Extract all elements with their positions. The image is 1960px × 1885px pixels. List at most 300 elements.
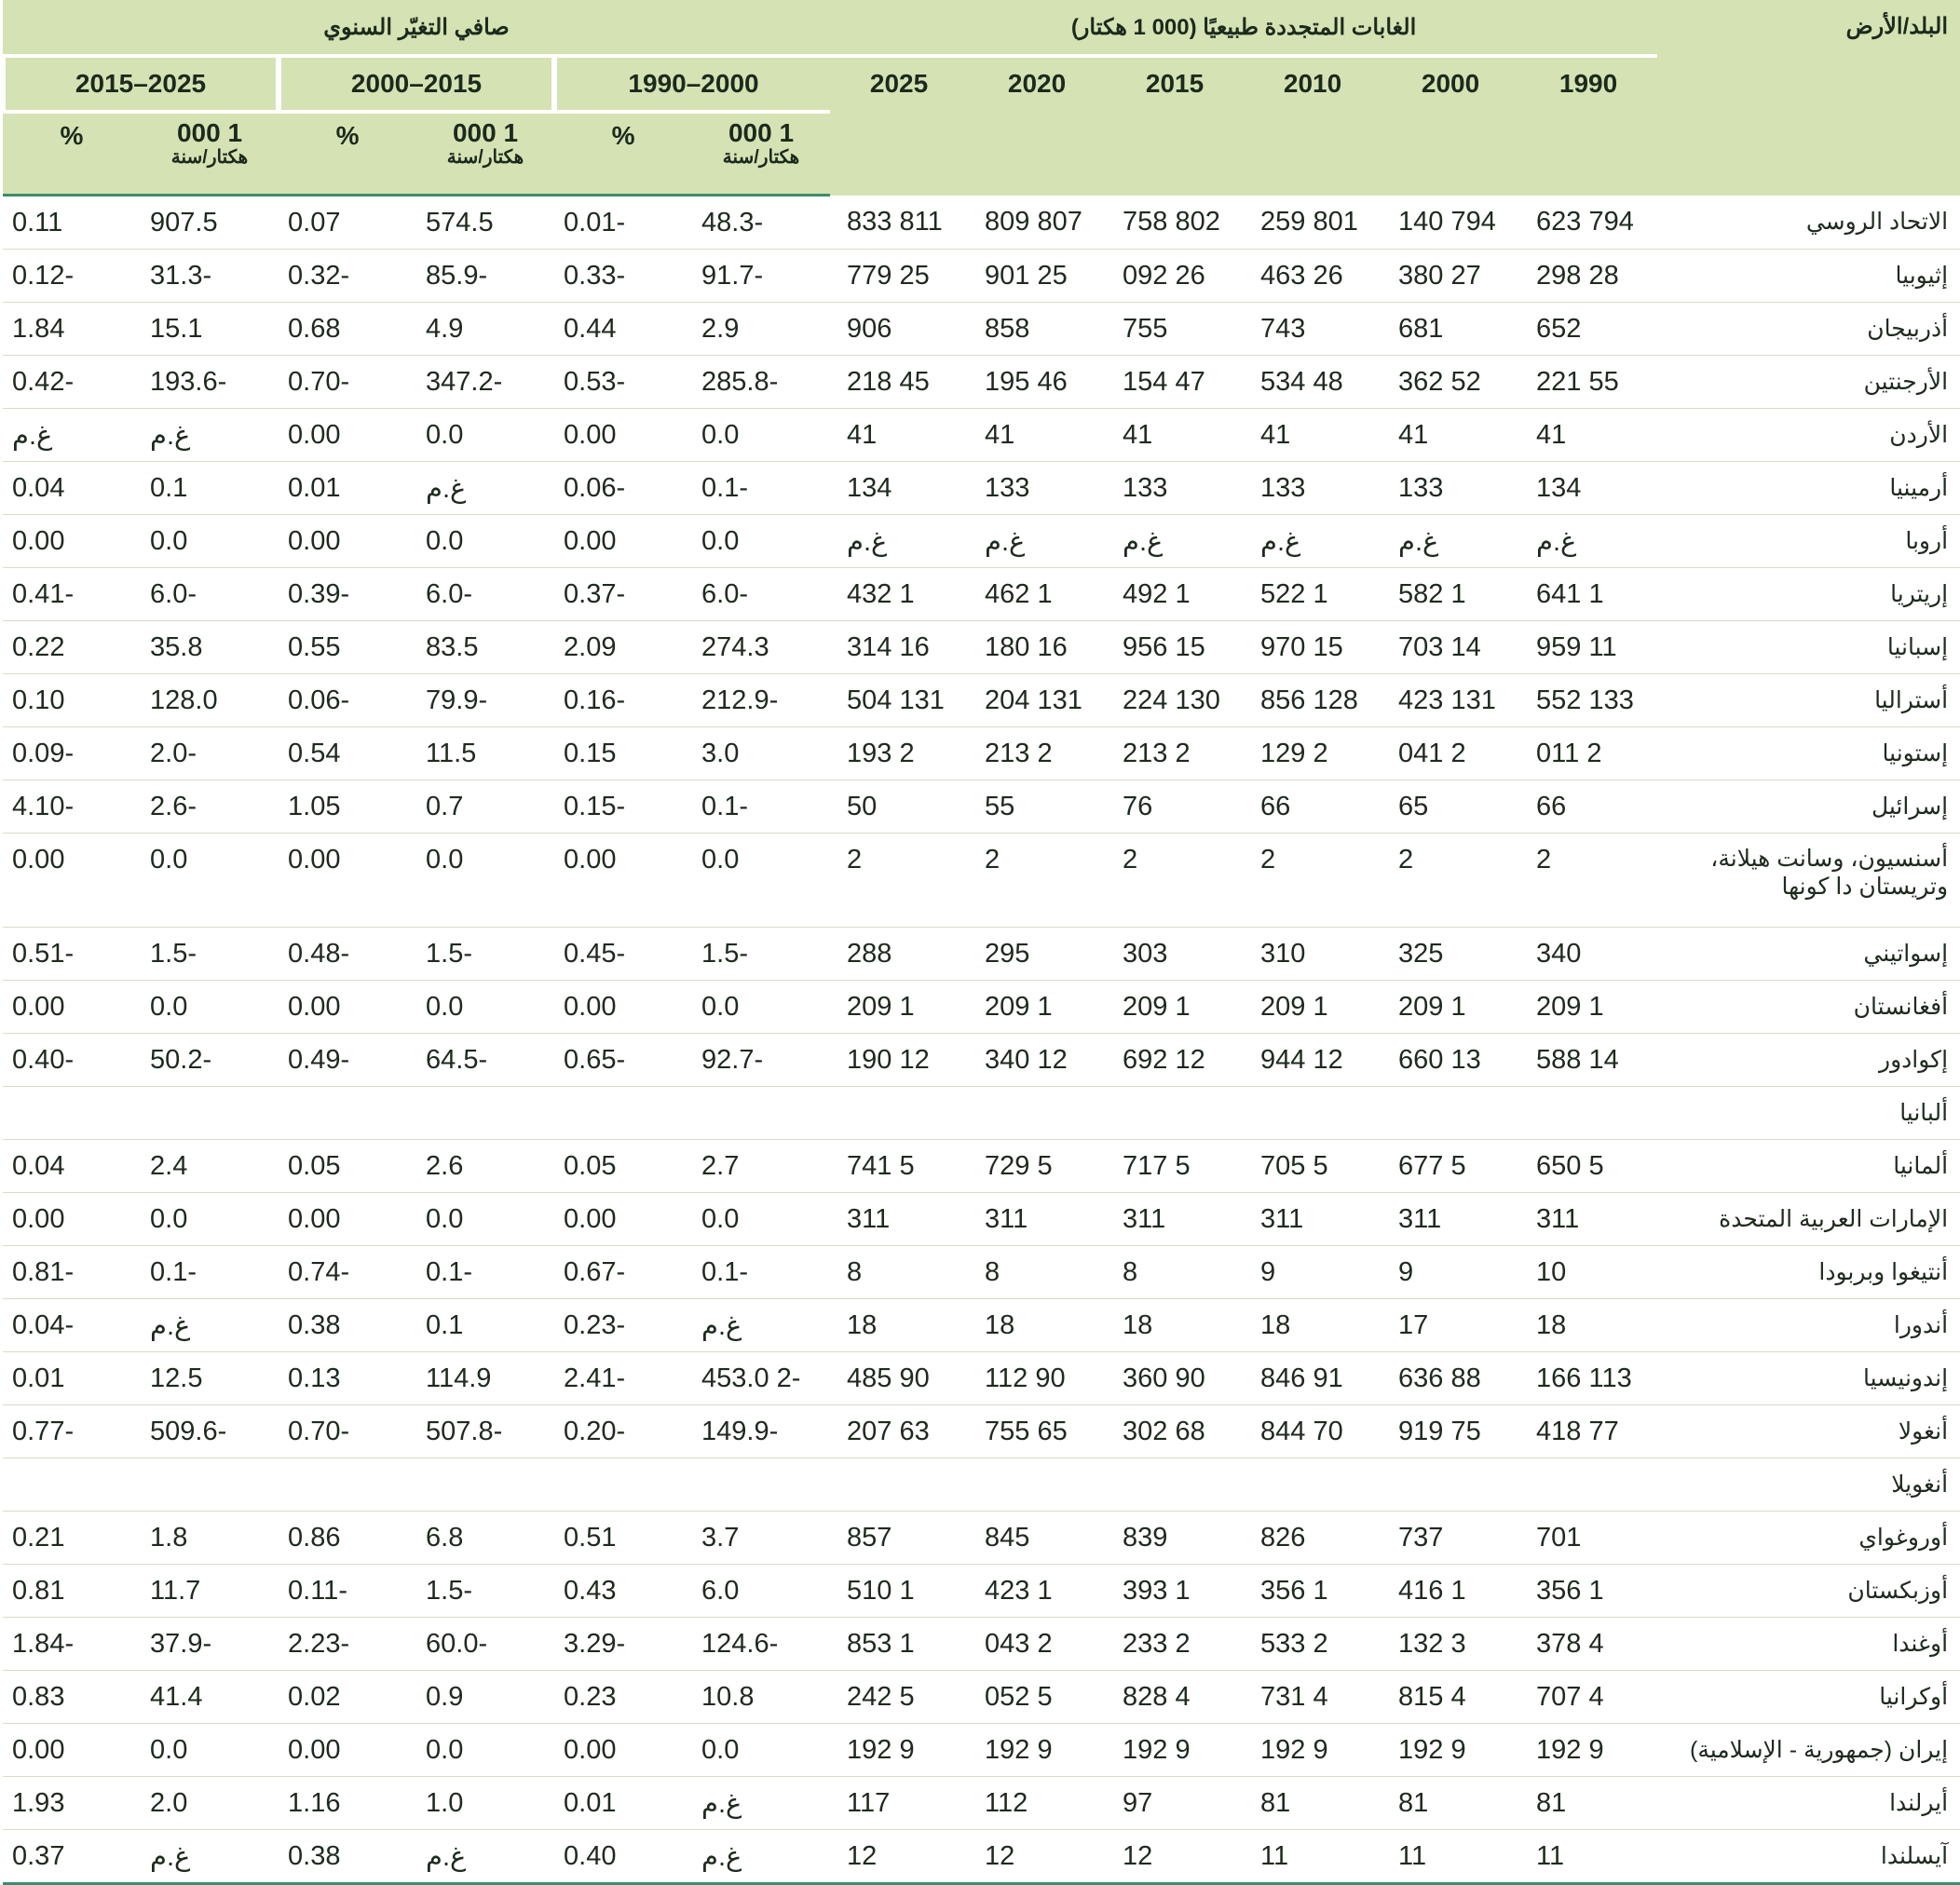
change-2000-2015-value-cell: 574.5 bbox=[416, 196, 554, 250]
change-2015-2025-value-cell: غ.م bbox=[141, 409, 279, 462]
change-1990-2000-percent-cell: 2.09 bbox=[554, 621, 692, 674]
table-row bbox=[3, 834, 1960, 928]
forest-area-cell-1990 bbox=[1519, 1458, 1657, 1512]
forest-area-cell-2010: 1 209 bbox=[1244, 981, 1382, 1034]
change-2015-2025-value-cell: 12.5 bbox=[141, 1352, 279, 1405]
table-row bbox=[3, 780, 1960, 834]
change-1990-2000-percent-cell: -0.15 bbox=[554, 780, 692, 834]
forest-area-group-header bbox=[830, 0, 1657, 56]
forest-area-cell-2020: 1 462 bbox=[968, 568, 1106, 621]
change-1990-2000-percent-cell: -2.41 bbox=[554, 1352, 692, 1405]
unit-header-top: 1 000 bbox=[176, 118, 243, 147]
change-2000-2015-percent-cell: 0.00 bbox=[279, 981, 416, 1034]
change-2000-2015-percent-cell: 0.54 bbox=[279, 727, 416, 780]
country-name-cell: أيرلندا bbox=[1657, 1777, 1960, 1830]
change-1990-2000-value-cell: غ.م bbox=[692, 1777, 830, 1830]
forest-area-cell-2015: 303 bbox=[1106, 928, 1244, 981]
change-1990-2000-percent-cell: 0.00 bbox=[554, 1193, 692, 1246]
change-2015-2025-value-cell: -31.3 bbox=[141, 250, 279, 303]
change-2000-2015-value-cell: 114.9 bbox=[416, 1352, 554, 1405]
forest-area-cell-2020: 845 bbox=[968, 1512, 1106, 1565]
change-2015-2025-percent-cell: 0.10 bbox=[3, 674, 141, 727]
forest-area-cell-2025: 134 bbox=[830, 462, 968, 515]
change-2000-2015-percent-cell: -0.32 bbox=[279, 250, 416, 303]
forest-area-cell-2025: 311 bbox=[830, 1193, 968, 1246]
table-row bbox=[3, 303, 1960, 356]
forest-area-cell-2020: 16 180 bbox=[968, 621, 1106, 674]
change-2000-2015-value-cell: 0.0 bbox=[416, 1193, 554, 1246]
change-2000-2015-value-cell: -1.5 bbox=[416, 928, 554, 981]
change-1990-2000-percent-cell: 0.51 bbox=[554, 1512, 692, 1565]
change-1990-2000-percent-cell: 0.00 bbox=[554, 981, 692, 1034]
change-2015-2025-percent-cell: -0.81 bbox=[3, 1246, 141, 1299]
change-2015-2025-value-cell: 2.0 bbox=[141, 1777, 279, 1830]
unit-header-bottom: هكتار/سنة bbox=[446, 147, 524, 168]
change-1990-2000-percent-cell: -3.29 bbox=[554, 1618, 692, 1671]
country-name-cell: أنتيغوا وبربودا bbox=[1657, 1246, 1960, 1299]
annual-change-group-title: صافي التغيّر السنوي bbox=[323, 14, 510, 40]
table-row bbox=[3, 1299, 1960, 1352]
change-1990-2000-value-cell: -48.3 bbox=[692, 196, 830, 250]
forest-area-cell-2010: 9 bbox=[1244, 1246, 1382, 1299]
forest-area-cell-2020: 5 729 bbox=[968, 1140, 1106, 1193]
change-1990-2000-percent-cell: 0.15 bbox=[554, 727, 692, 780]
country-name-cell: الإمارات العربية المتحدة bbox=[1657, 1193, 1960, 1246]
change-2015-2025-percent-cell: -4.10 bbox=[3, 780, 141, 834]
change-2015-2025-percent-cell bbox=[3, 1087, 141, 1140]
table-row bbox=[3, 196, 1960, 250]
change-1990-2000-value-cell: 10.8 bbox=[692, 1671, 830, 1724]
change-2015-2025-percent-cell: 0.00 bbox=[3, 515, 141, 568]
percent-header-2000-2015 bbox=[279, 112, 416, 196]
table-row bbox=[3, 1565, 1960, 1618]
forest-area-cell-1990: 2 bbox=[1519, 834, 1657, 928]
country-name-cell: إندونيسيا bbox=[1657, 1352, 1960, 1405]
period-header-2000-2015: 2015–2000 bbox=[279, 56, 554, 112]
table-row bbox=[3, 515, 1960, 568]
change-2000-2015-percent-cell: -0.48 bbox=[279, 928, 416, 981]
change-2015-2025-value-cell bbox=[141, 1087, 279, 1140]
change-2015-2025-value-cell bbox=[141, 1458, 279, 1512]
forest-area-cell-2025: 2 bbox=[830, 834, 968, 928]
forest-area-cell-2020: 807 809 bbox=[968, 196, 1106, 250]
unit-header-bottom: هكتار/سنة bbox=[170, 147, 249, 168]
percent-header-2015-2025 bbox=[3, 112, 141, 196]
change-2000-2015-value-cell: 0.0 bbox=[416, 1724, 554, 1777]
forest-area-cell-2000: 1 416 bbox=[1382, 1565, 1519, 1618]
forest-area-cell-1990: 5 650 bbox=[1519, 1140, 1657, 1193]
country-name-cell: ألبانيا bbox=[1657, 1087, 1960, 1140]
change-2000-2015-value-cell: -64.5 bbox=[416, 1034, 554, 1087]
change-1990-2000-percent-cell bbox=[554, 1458, 692, 1512]
change-2015-2025-value-cell: -1.5 bbox=[141, 928, 279, 981]
change-1990-2000-value-cell: 0.0 bbox=[692, 1193, 830, 1246]
table-row bbox=[3, 621, 1960, 674]
table-row bbox=[3, 1618, 1960, 1671]
change-2015-2025-percent-cell bbox=[3, 1458, 141, 1512]
change-2015-2025-percent-cell: -0.09 bbox=[3, 727, 141, 780]
change-2015-2025-value-cell: 0.0 bbox=[141, 1724, 279, 1777]
change-1990-2000-value-cell: -149.9 bbox=[692, 1405, 830, 1458]
forest-area-cell-2010: 826 bbox=[1244, 1512, 1382, 1565]
forest-area-cell-1990: 134 bbox=[1519, 462, 1657, 515]
change-2000-2015-percent-cell: -0.70 bbox=[279, 356, 416, 409]
forest-area-cell-2020: 9 192 bbox=[968, 1724, 1106, 1777]
forest-area-cell-1990: 10 bbox=[1519, 1246, 1657, 1299]
change-2000-2015-percent-cell: -0.74 bbox=[279, 1246, 416, 1299]
forest-area-cell-2015: 15 956 bbox=[1106, 621, 1244, 674]
change-1990-2000-value-cell: 0.0 bbox=[692, 515, 830, 568]
change-2000-2015-percent-cell: 1.16 bbox=[279, 1777, 416, 1830]
change-1990-2000-percent-cell: -0.65 bbox=[554, 1034, 692, 1087]
change-1990-2000-value-cell: -124.6 bbox=[692, 1618, 830, 1671]
table-row bbox=[3, 1246, 1960, 1299]
change-2000-2015-percent-cell bbox=[279, 1087, 416, 1140]
change-2000-2015-value-cell bbox=[416, 1458, 554, 1512]
forest-area-cell-2025: 50 bbox=[830, 780, 968, 834]
change-2000-2015-value-cell: 83.5 bbox=[416, 621, 554, 674]
forest-area-cell-2010: 5 705 bbox=[1244, 1140, 1382, 1193]
forest-area-cell-1990: 28 298 bbox=[1519, 250, 1657, 303]
change-2015-2025-percent-cell: 0.83 bbox=[3, 1671, 141, 1724]
change-2015-2025-percent-cell: 0.22 bbox=[3, 621, 141, 674]
forest-area-cell-2010: 15 970 bbox=[1244, 621, 1382, 674]
change-1990-2000-percent-cell: 0.01 bbox=[554, 1777, 692, 1830]
forest-area-cell-2000: 2 041 bbox=[1382, 727, 1519, 780]
table-row bbox=[3, 981, 1960, 1034]
forest-area-cell-2010: 91 846 bbox=[1244, 1352, 1382, 1405]
forest-area-cell-2010: 2 129 bbox=[1244, 727, 1382, 780]
forest-area-cell-2010 bbox=[1244, 1087, 1382, 1140]
change-2015-2025-percent-cell: 1.84 bbox=[3, 303, 141, 356]
forest-area-cell-2000: 3 132 bbox=[1382, 1618, 1519, 1671]
forest-area-cell-2020: 18 bbox=[968, 1299, 1106, 1352]
forest-area-cell-2025: 41 bbox=[830, 409, 968, 462]
forest-area-cell-2015: 9 192 bbox=[1106, 1724, 1244, 1777]
change-2015-2025-percent-cell: 0.37 bbox=[3, 1830, 141, 1884]
forest-area-cell-2000: 133 bbox=[1382, 462, 1519, 515]
forest-area-cell-2025: 5 741 bbox=[830, 1140, 968, 1193]
change-2015-2025-value-cell: -193.6 bbox=[141, 356, 279, 409]
table-row bbox=[3, 1087, 1960, 1140]
change-2000-2015-value-cell: 11.5 bbox=[416, 727, 554, 780]
change-1990-2000-value-cell: غ.م bbox=[692, 1299, 830, 1352]
forest-area-cell-2020 bbox=[968, 1458, 1106, 1512]
change-2015-2025-value-cell: 15.1 bbox=[141, 303, 279, 356]
table-row bbox=[3, 250, 1960, 303]
forest-area-cell-2020: 41 bbox=[968, 409, 1106, 462]
forest-area-cell-2010: 801 259 bbox=[1244, 196, 1382, 250]
forest-area-cell-2015: 47 154 bbox=[1106, 356, 1244, 409]
table-row bbox=[3, 928, 1960, 981]
change-2015-2025-percent-cell: -0.42 bbox=[3, 356, 141, 409]
forest-area-cell-1990: 2 011 bbox=[1519, 727, 1657, 780]
change-2015-2025-value-cell: -2.6 bbox=[141, 780, 279, 834]
country-name-cell: إكوادور bbox=[1657, 1034, 1960, 1087]
forest-area-cell-2010: غ.م bbox=[1244, 515, 1382, 568]
change-2015-2025-percent-cell: -0.41 bbox=[3, 568, 141, 621]
year-header-2000: 2000 bbox=[1382, 56, 1519, 196]
country-name-cell: إستونيا bbox=[1657, 727, 1960, 780]
forest-area-cell-2025: غ.م bbox=[830, 515, 968, 568]
change-2015-2025-percent-cell: -0.12 bbox=[3, 250, 141, 303]
forest-area-cell-2000: 325 bbox=[1382, 928, 1519, 981]
percent-label: % bbox=[611, 121, 635, 150]
forest-area-cell-2025: 131 504 bbox=[830, 674, 968, 727]
forest-area-cell-2010: 11 bbox=[1244, 1830, 1382, 1884]
change-1990-2000-value-cell: -2 453.0 bbox=[692, 1352, 830, 1405]
forest-area-cell-2025: 117 bbox=[830, 1777, 968, 1830]
forest-area-cell-2020: غ.م bbox=[968, 515, 1106, 568]
change-2000-2015-value-cell: 0.9 bbox=[416, 1671, 554, 1724]
table-row bbox=[3, 674, 1960, 727]
country-name-cell: إيران (جمهورية - الإسلامية) bbox=[1657, 1724, 1960, 1777]
forest-area-cell-2025: 288 bbox=[830, 928, 968, 981]
change-2000-2015-percent-cell: -0.39 bbox=[279, 568, 416, 621]
forest-area-cell-1990: 41 bbox=[1519, 409, 1657, 462]
forest-area-cell-2015: 97 bbox=[1106, 1777, 1244, 1830]
forest-area-cell-2015: 8 bbox=[1106, 1246, 1244, 1299]
unit-header-2000-2015 bbox=[416, 112, 554, 196]
change-2015-2025-percent-cell: 0.00 bbox=[3, 1193, 141, 1246]
table-row bbox=[3, 1193, 1960, 1246]
forest-area-cell-2010: 41 bbox=[1244, 409, 1382, 462]
forest-area-cell-2015: 755 bbox=[1106, 303, 1244, 356]
forest-area-cell-2015: 26 092 bbox=[1106, 250, 1244, 303]
change-1990-2000-percent-cell: -0.67 bbox=[554, 1246, 692, 1299]
forest-area-cell-2025: 18 bbox=[830, 1299, 968, 1352]
unit-header-top: 1 000 bbox=[452, 118, 519, 147]
forest-area-cell-1990: 4 707 bbox=[1519, 1671, 1657, 1724]
forest-area-cell-2020: 131 204 bbox=[968, 674, 1106, 727]
change-2015-2025-value-cell: 128.0 bbox=[141, 674, 279, 727]
forest-area-cell-2020: 2 043 bbox=[968, 1618, 1106, 1671]
forest-area-cell-1990: 701 bbox=[1519, 1512, 1657, 1565]
change-2015-2025-value-cell: 1.8 bbox=[141, 1512, 279, 1565]
forest-area-cell-2000: غ.م bbox=[1382, 515, 1519, 568]
forest-area-cell-2015: 18 bbox=[1106, 1299, 1244, 1352]
country-name-cell: الاتحاد الروسي bbox=[1657, 196, 1960, 250]
forest-area-cell-1990: 1 356 bbox=[1519, 1565, 1657, 1618]
change-2015-2025-percent-cell: 0.04 bbox=[3, 1140, 141, 1193]
table-row bbox=[3, 1352, 1960, 1405]
forest-area-cell-2010: 1 356 bbox=[1244, 1565, 1382, 1618]
change-2000-2015-percent-cell: 0.00 bbox=[279, 1193, 416, 1246]
country-name-cell: أنغولا bbox=[1657, 1405, 1960, 1458]
forest-area-cell-2025: 857 bbox=[830, 1512, 968, 1565]
change-2015-2025-percent-cell: 1.93 bbox=[3, 1777, 141, 1830]
change-2000-2015-value-cell: 0.1 bbox=[416, 1299, 554, 1352]
change-1990-2000-value-cell bbox=[692, 1087, 830, 1140]
change-1990-2000-value-cell: 2.7 bbox=[692, 1140, 830, 1193]
change-1990-2000-percent-cell: 0.40 bbox=[554, 1830, 692, 1884]
forest-area-cell-2010: 9 192 bbox=[1244, 1724, 1382, 1777]
change-2015-2025-value-cell: 2.4 bbox=[141, 1140, 279, 1193]
change-2015-2025-value-cell: -50.2 bbox=[141, 1034, 279, 1087]
change-2000-2015-value-cell: 0.0 bbox=[416, 834, 554, 928]
forest-area-cell-2000: 1 209 bbox=[1382, 981, 1519, 1034]
forest-area-cell-2025 bbox=[830, 1458, 968, 1512]
forest-area-cell-2025: 12 190 bbox=[830, 1034, 968, 1087]
forest-area-cell-1990: 77 418 bbox=[1519, 1405, 1657, 1458]
country-name-cell: إسبانيا bbox=[1657, 621, 1960, 674]
forest-area-cell-2025: 45 218 bbox=[830, 356, 968, 409]
forest-area-cell-2020: 12 340 bbox=[968, 1034, 1106, 1087]
change-2000-2015-percent-cell: -0.11 bbox=[279, 1565, 416, 1618]
forest-area-cell-2020: 12 bbox=[968, 1830, 1106, 1884]
change-2015-2025-percent-cell: 0.21 bbox=[3, 1512, 141, 1565]
forest-area-cell-2025: 1 510 bbox=[830, 1565, 968, 1618]
change-2015-2025-percent-cell: -1.84 bbox=[3, 1618, 141, 1671]
change-1990-2000-value-cell: 2.9 bbox=[692, 303, 830, 356]
change-2000-2015-percent-cell: 0.13 bbox=[279, 1352, 416, 1405]
forest-area-cell-2000: 9 bbox=[1382, 1246, 1519, 1299]
change-1990-2000-percent-cell: -0.23 bbox=[554, 1299, 692, 1352]
country-name-cell: إسواتيني bbox=[1657, 928, 1960, 981]
change-2000-2015-percent-cell: 0.02 bbox=[279, 1671, 416, 1724]
table-row bbox=[3, 1671, 1960, 1724]
change-2000-2015-percent-cell: -0.49 bbox=[279, 1034, 416, 1087]
change-2000-2015-value-cell: 0.0 bbox=[416, 981, 554, 1034]
change-1990-2000-percent-cell: -0.33 bbox=[554, 250, 692, 303]
change-2000-2015-value-cell: 0.7 bbox=[416, 780, 554, 834]
forest-area-cell-2010: 133 bbox=[1244, 462, 1382, 515]
table-body bbox=[3, 196, 1960, 1884]
forest-area-cell-2020: 25 901 bbox=[968, 250, 1106, 303]
forest-area-cell-2015: 5 717 bbox=[1106, 1140, 1244, 1193]
change-1990-2000-percent-cell: -0.20 bbox=[554, 1405, 692, 1458]
forest-area-cell-2000: 14 703 bbox=[1382, 621, 1519, 674]
forest-area-cell-1990: 794 623 bbox=[1519, 196, 1657, 250]
change-2000-2015-percent-cell: -2.23 bbox=[279, 1618, 416, 1671]
year-header-2020: 2020 bbox=[968, 56, 1106, 196]
forest-area-cell-2025: 25 779 bbox=[830, 250, 968, 303]
forest-area-cell-2020: 90 112 bbox=[968, 1352, 1106, 1405]
forest-area-cell-2010: 4 731 bbox=[1244, 1671, 1382, 1724]
table-row bbox=[3, 356, 1960, 409]
change-2015-2025-percent-cell: 0.81 bbox=[3, 1565, 141, 1618]
forest-area-cell-2020: 65 755 bbox=[968, 1405, 1106, 1458]
table-row bbox=[3, 568, 1960, 621]
forest-area-cell-2015: 130 224 bbox=[1106, 674, 1244, 727]
country-name-cell: إريتريا bbox=[1657, 568, 1960, 621]
forest-area-cell-2010: 12 944 bbox=[1244, 1034, 1382, 1087]
forest-area-cell-2020: 2 213 bbox=[968, 727, 1106, 780]
change-1990-2000-value-cell: -92.7 bbox=[692, 1034, 830, 1087]
change-2000-2015-value-cell: 1.0 bbox=[416, 1777, 554, 1830]
forest-area-cell-2010: 18 bbox=[1244, 1299, 1382, 1352]
change-1990-2000-percent-cell: 0.00 bbox=[554, 409, 692, 462]
year-header-2015: 2015 bbox=[1106, 56, 1244, 196]
forest-area-cell-2000: 52 362 bbox=[1382, 356, 1519, 409]
forest-area-cell-2010: 2 bbox=[1244, 834, 1382, 928]
unit-header-1990-2000 bbox=[692, 112, 830, 196]
country-name-cell: أسنسيون، وسانت هيلانة، وتريستان دا كونها bbox=[1657, 834, 1960, 928]
forest-area-cell-2020: 5 052 bbox=[968, 1671, 1106, 1724]
forest-area-cell-2000: 681 bbox=[1382, 303, 1519, 356]
country-name-cell: أستراليا bbox=[1657, 674, 1960, 727]
forest-area-cell-1990: 66 bbox=[1519, 780, 1657, 834]
forest-area-cell-2025: 811 833 bbox=[830, 196, 968, 250]
change-2000-2015-percent-cell: 0.00 bbox=[279, 834, 416, 928]
forest-area-cell-2025: 12 bbox=[830, 1830, 968, 1884]
change-1990-2000-value-cell: -0.1 bbox=[692, 780, 830, 834]
forest-area-cell-2000: 311 bbox=[1382, 1193, 1519, 1246]
change-1990-2000-percent-cell: 0.00 bbox=[554, 1724, 692, 1777]
change-1990-2000-value-cell: -6.0 bbox=[692, 568, 830, 621]
forest-area-cell-2000: 131 423 bbox=[1382, 674, 1519, 727]
country-name-cell: إثيوبيا bbox=[1657, 250, 1960, 303]
table-row bbox=[3, 1724, 1960, 1777]
forest-area-cell-1990: 18 bbox=[1519, 1299, 1657, 1352]
forest-area-cell-2020: 858 bbox=[968, 303, 1106, 356]
change-2015-2025-percent-cell: -0.51 bbox=[3, 928, 141, 981]
change-1990-2000-value-cell: 0.0 bbox=[692, 409, 830, 462]
change-2000-2015-percent-cell: 0.68 bbox=[279, 303, 416, 356]
forest-area-cell-2015: 41 bbox=[1106, 409, 1244, 462]
annual-change-group-header bbox=[3, 0, 830, 56]
forest-area-cell-2000: 13 660 bbox=[1382, 1034, 1519, 1087]
change-2000-2015-value-cell: -347.2 bbox=[416, 356, 554, 409]
change-2000-2015-percent-cell: 0.01 bbox=[279, 462, 416, 515]
forest-area-cell-1990: 4 378 bbox=[1519, 1618, 1657, 1671]
forest-area-cell-2025: 8 bbox=[830, 1246, 968, 1299]
change-2015-2025-percent-cell: -0.77 bbox=[3, 1405, 141, 1458]
change-2000-2015-percent-cell: 0.55 bbox=[279, 621, 416, 674]
country-name-cell: أوروغواي bbox=[1657, 1512, 1960, 1565]
country-name-cell: الأرجنتين bbox=[1657, 356, 1960, 409]
forest-area-cell-2025: 1 209 bbox=[830, 981, 968, 1034]
change-2000-2015-value-cell: 0.0 bbox=[416, 515, 554, 568]
table-row bbox=[3, 1777, 1960, 1830]
forest-area-cell-1990: 11 959 bbox=[1519, 621, 1657, 674]
change-2015-2025-value-cell: 11.7 bbox=[141, 1565, 279, 1618]
forest-area-cell-2010: 2 533 bbox=[1244, 1618, 1382, 1671]
country-name-cell: إسرائيل bbox=[1657, 780, 1960, 834]
change-2000-2015-value-cell: 6.8 bbox=[416, 1512, 554, 1565]
change-1990-2000-percent-cell: 0.23 bbox=[554, 1671, 692, 1724]
forest-area-cell-1990: 340 bbox=[1519, 928, 1657, 981]
forest-area-cell-1990: 9 192 bbox=[1519, 1724, 1657, 1777]
country-name-cell: أروبا bbox=[1657, 515, 1960, 568]
forest-area-cell-1990: غ.م bbox=[1519, 515, 1657, 568]
unit-header-top: 1 000 bbox=[728, 118, 795, 147]
forest-area-cell-2020 bbox=[968, 1087, 1106, 1140]
change-2000-2015-percent-cell: 0.00 bbox=[279, 1724, 416, 1777]
change-2015-2025-value-cell: 0.0 bbox=[141, 515, 279, 568]
country-column-header: البلد/الأرض bbox=[1657, 0, 1960, 196]
forest-area-cell-1990: 133 552 bbox=[1519, 674, 1657, 727]
percent-label: % bbox=[335, 121, 360, 150]
change-2000-2015-percent-cell: 1.05 bbox=[279, 780, 416, 834]
forest-area-cell-2015 bbox=[1106, 1087, 1244, 1140]
change-2000-2015-value-cell: 0.0 bbox=[416, 409, 554, 462]
forest-area-cell-2000: 81 bbox=[1382, 1777, 1519, 1830]
forest-area-cell-2015: 1 492 bbox=[1106, 568, 1244, 621]
forest-area-cell-2020: 8 bbox=[968, 1246, 1106, 1299]
change-2015-2025-value-cell: -37.9 bbox=[141, 1618, 279, 1671]
percent-header-1990-2000 bbox=[554, 112, 692, 196]
forest-area-cell-2025 bbox=[830, 1087, 968, 1140]
forest-area-cell-2025: 63 207 bbox=[830, 1405, 968, 1458]
change-1990-2000-value-cell: 0.0 bbox=[692, 981, 830, 1034]
change-1990-2000-value-cell: 6.0 bbox=[692, 1565, 830, 1618]
forest-area-cell-2015: 76 bbox=[1106, 780, 1244, 834]
change-2000-2015-percent-cell: 0.00 bbox=[279, 515, 416, 568]
forest-area-cell-2010: 70 844 bbox=[1244, 1405, 1382, 1458]
change-2015-2025-value-cell: غ.م bbox=[141, 1830, 279, 1884]
change-2000-2015-value-cell: -85.9 bbox=[416, 250, 554, 303]
